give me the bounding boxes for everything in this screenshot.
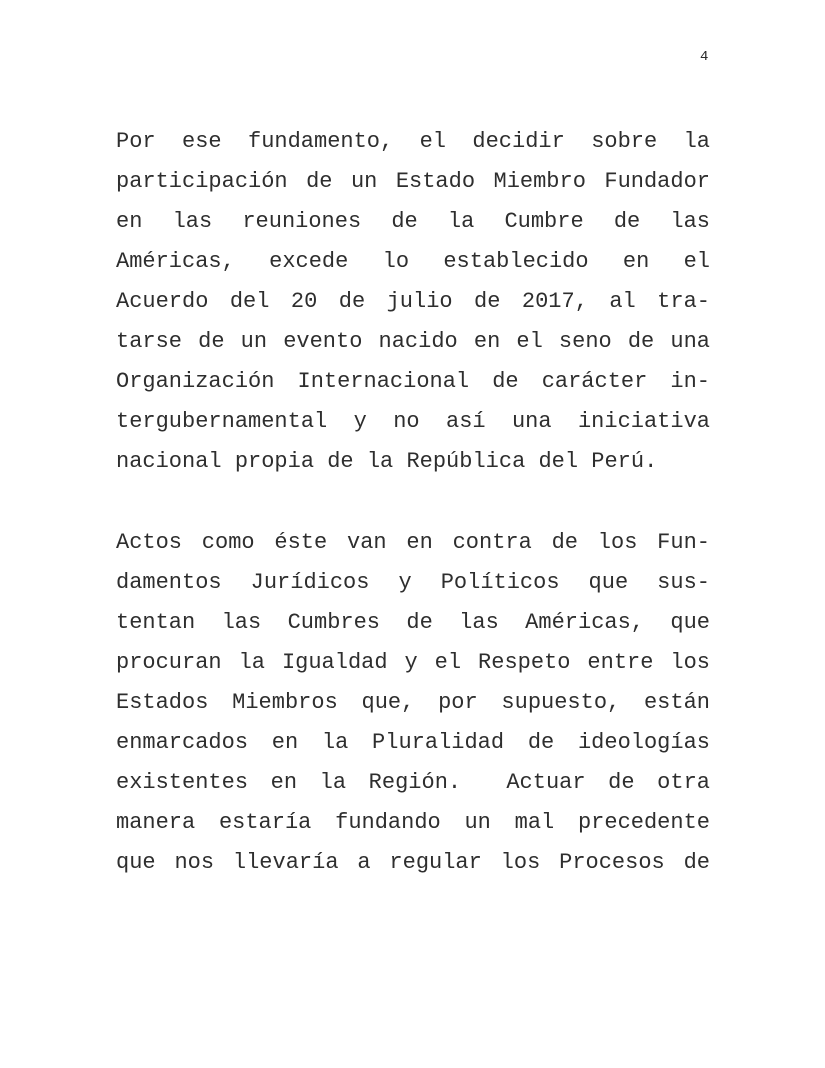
text-line: en las reuniones de la Cumbre de las — [116, 209, 710, 234]
text-line: nacional propia de la República del Perú. — [116, 449, 658, 474]
text-line: tarse de un evento nacido en el seno de una — [116, 329, 710, 354]
text-line: Actos como éste van en contra de los Fun- — [116, 530, 710, 555]
paragraph-2 — [116, 523, 710, 883]
text-line: Américas, excede lo establecido en el — [116, 249, 710, 274]
text-line: damentos Jurídicos y Políticos que sus- — [116, 570, 710, 595]
text-line: enmarcados en la Pluralidad de ideologías — [116, 730, 710, 755]
text-line: tergubernamental y no así una iniciativa — [116, 409, 710, 434]
text-line: que nos llevaría a regular los Procesos de — [116, 850, 710, 875]
text-line: participación de un Estado Miembro Fundador — [116, 169, 710, 194]
text-line: Organización Internacional de carácter in- — [116, 369, 710, 394]
text-line: manera estaría fundando un mal precedente — [116, 810, 710, 835]
paragraph-1 — [116, 122, 710, 482]
text-line: Acuerdo del 20 de julio de 2017, al tra- — [116, 289, 710, 314]
text-line: procuran la Igualdad y el Respeto entre los — [116, 650, 710, 675]
text-line: tentan las Cumbres de las Américas, que — [116, 610, 710, 635]
text-line: Estados Miembros que, por supuesto, están — [116, 690, 710, 715]
text-line: Por ese fundamento, el decidir sobre la — [116, 129, 710, 154]
text-line: existentes en la Región. Actuar de otra — [116, 770, 710, 795]
page-number: 4 — [700, 49, 709, 65]
